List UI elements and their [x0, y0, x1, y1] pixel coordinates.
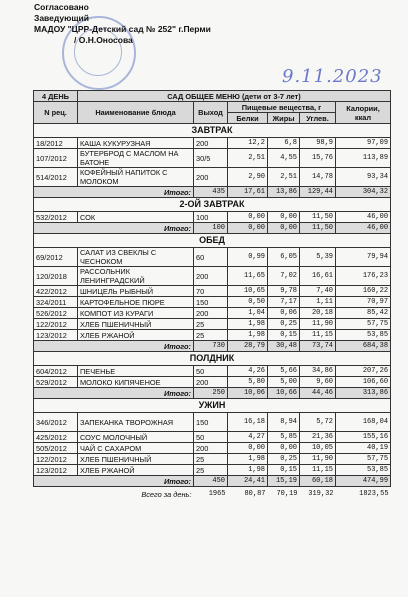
menu-row: [34, 149, 391, 168]
section-title: УЖИН: [34, 399, 391, 413]
total-carb: 11,50: [300, 223, 336, 234]
dish-carb: 11,90: [300, 454, 336, 465]
menu-body: [34, 124, 391, 502]
dish-fat: 5,66: [268, 366, 300, 377]
dish-carb: 11,15: [300, 465, 336, 476]
dish-name: САЛАТ ИЗ СВЕКЛЫ С ЧЕСНОКОМ: [78, 248, 194, 267]
col-nutrients: Пищевые вещества, г: [228, 102, 336, 113]
menu-row: [34, 248, 391, 267]
section-title: 2-ОЙ ЗАВТРАК: [34, 198, 391, 212]
total-protein: 28,79: [228, 341, 268, 352]
dish-carb: 7,40: [300, 286, 336, 297]
menu-row: [34, 465, 391, 476]
table-title: САД ОБЩЕЕ МЕНЮ (дети от 3-7 лет): [78, 91, 391, 102]
dish-kcal: 85,42: [336, 308, 391, 319]
recipe-number: 422/2012: [34, 286, 78, 297]
grand-total-protein: 80,87: [228, 487, 268, 502]
dish-kcal: 207,26: [336, 366, 391, 377]
recipe-number: 514/2012: [34, 168, 78, 187]
dish-carb: 5,39: [300, 248, 336, 267]
dish-output: 50: [194, 366, 228, 377]
recipe-number: 346/2012: [34, 413, 78, 432]
section-header-row: [34, 124, 391, 138]
dish-kcal: 93,34: [336, 168, 391, 187]
position-line: Заведующий: [34, 13, 90, 23]
dish-name: ХЛЕБ РЖАНОЙ: [78, 330, 194, 341]
dish-name: КАРТОФЕЛЬНОЕ ПЮРЕ: [78, 297, 194, 308]
dish-fat: 7,17: [268, 297, 300, 308]
dish-output: 150: [194, 297, 228, 308]
section-total-row: [34, 341, 391, 352]
menu-row: [34, 413, 391, 432]
recipe-number: 123/2012: [34, 330, 78, 341]
menu-row: [34, 330, 391, 341]
dish-output: 25: [194, 330, 228, 341]
section-title: ЗАВТРАК: [34, 124, 391, 138]
dish-kcal: 40,19: [336, 443, 391, 454]
recipe-number: 122/2012: [34, 319, 78, 330]
dish-kcal: 106,60: [336, 377, 391, 388]
dish-fat: 7,02: [268, 267, 300, 286]
dish-kcal: 53,85: [336, 330, 391, 341]
dish-output: 30/5: [194, 149, 228, 168]
col-name: Наименование блюда: [78, 102, 194, 124]
dish-name: ЧАЙ С САХАРОМ: [78, 443, 194, 454]
dish-kcal: 176,23: [336, 267, 391, 286]
dish-carb: 14,78: [300, 168, 336, 187]
dish-name: КОФЕЙНЫЙ НАПИТОК С МОЛОКОМ: [78, 168, 194, 187]
dish-name: КАША КУКУРУЗНАЯ: [78, 138, 194, 149]
dish-carb: 16,61: [300, 267, 336, 286]
dish-protein: 1,98: [228, 465, 268, 476]
total-label: Итого:: [34, 187, 194, 198]
dish-output: 50: [194, 432, 228, 443]
dish-name: БУТЕРБРОД С МАСЛОМ НА БАТОНЕ: [78, 149, 194, 168]
total-protein: 17,61: [228, 187, 268, 198]
dish-carb: 98,9: [300, 138, 336, 149]
section-header-row: [34, 399, 391, 413]
total-protein: 10,06: [228, 388, 268, 399]
section-total-row: [34, 388, 391, 399]
grand-total-label: Всего за день:: [34, 487, 194, 502]
menu-row: [34, 168, 391, 187]
menu-row: [34, 454, 391, 465]
menu-row: [34, 432, 391, 443]
dish-output: 100: [194, 212, 228, 223]
day-label: 4 ДЕНЬ: [34, 91, 78, 102]
dish-fat: 0,00: [268, 212, 300, 223]
total-carb: 60,18: [300, 476, 336, 487]
total-label: Итого:: [34, 476, 194, 487]
dish-carb: 1,11: [300, 297, 336, 308]
dish-kcal: 46,00: [336, 212, 391, 223]
dish-output: 200: [194, 168, 228, 187]
grand-total-kcal: 1823,55: [336, 487, 391, 502]
dish-output: 25: [194, 454, 228, 465]
handwritten-date: 9.11.2023: [282, 66, 383, 87]
dish-protein: 10,65: [228, 286, 268, 297]
dish-name: ХЛЕБ ПШЕНИЧНЫЙ: [78, 454, 194, 465]
menu-row: [34, 443, 391, 454]
grand-total-carb: 319,32: [300, 487, 336, 502]
menu-row: [34, 286, 391, 297]
approval-line: Согласовано: [34, 2, 89, 12]
menu-row: [34, 297, 391, 308]
dish-fat: 0,25: [268, 454, 300, 465]
dish-protein: 1,98: [228, 330, 268, 341]
total-protein: 24,41: [228, 476, 268, 487]
dish-kcal: 53,85: [336, 465, 391, 476]
section-header-row: [34, 198, 391, 212]
section-title: ОБЕД: [34, 234, 391, 248]
dish-output: 60: [194, 248, 228, 267]
menu-table: [33, 90, 391, 501]
dish-protein: 0,99: [228, 248, 268, 267]
dish-fat: 6,05: [268, 248, 300, 267]
recipe-number: 425/2012: [34, 432, 78, 443]
dish-name: ПЕЧЕНЬЕ: [78, 366, 194, 377]
total-label: Итого:: [34, 341, 194, 352]
col-fat: Жиры: [268, 113, 300, 124]
dish-carb: 20,18: [300, 308, 336, 319]
dish-carb: 15,76: [300, 149, 336, 168]
recipe-number: 18/2012: [34, 138, 78, 149]
total-fat: 10,66: [268, 388, 300, 399]
recipe-number: 120/2018: [34, 267, 78, 286]
menu-row: [34, 267, 391, 286]
dish-name: МОЛОКО КИПЯЧЕНОЕ: [78, 377, 194, 388]
total-protein: 0,00: [228, 223, 268, 234]
section-total-row: [34, 223, 391, 234]
dish-protein: 2,90: [228, 168, 268, 187]
total-kcal: 304,32: [336, 187, 391, 198]
dish-fat: 8,94: [268, 413, 300, 432]
menu-row: [34, 377, 391, 388]
dish-protein: 16,18: [228, 413, 268, 432]
total-kcal: 684,38: [336, 341, 391, 352]
dish-kcal: 155,16: [336, 432, 391, 443]
dish-kcal: 113,89: [336, 149, 391, 168]
dish-output: 200: [194, 267, 228, 286]
dish-protein: 11,65: [228, 267, 268, 286]
dish-name: РАССОЛЬНИК ЛЕНИНГРАДСКИЙ: [78, 267, 194, 286]
grand-total-output: 1965: [194, 487, 228, 502]
dish-output: 25: [194, 465, 228, 476]
dish-protein: 1,98: [228, 319, 268, 330]
dish-carb: 11,90: [300, 319, 336, 330]
dish-name: ХЛЕБ ПШЕНИЧНЫЙ: [78, 319, 194, 330]
menu-row: [34, 308, 391, 319]
signature-line: / О.Н.Оносова: [74, 35, 133, 45]
dish-fat: 6,8: [268, 138, 300, 149]
dish-kcal: 79,94: [336, 248, 391, 267]
section-header-row: [34, 234, 391, 248]
dish-protein: 4,27: [228, 432, 268, 443]
dish-protein: 0,50: [228, 297, 268, 308]
dish-kcal: 168,04: [336, 413, 391, 432]
section-total-row: [34, 476, 391, 487]
menu-row: [34, 366, 391, 377]
total-output: 450: [194, 476, 228, 487]
recipe-number: 107/2012: [34, 149, 78, 168]
dish-carb: 11,15: [300, 330, 336, 341]
dish-protein: 0,00: [228, 443, 268, 454]
dish-output: 200: [194, 138, 228, 149]
recipe-number: 123/2012: [34, 465, 78, 476]
dish-fat: 0,25: [268, 319, 300, 330]
dish-carb: 21,36: [300, 432, 336, 443]
recipe-number: 505/2012: [34, 443, 78, 454]
dish-name: СОУС МОЛОЧНЫЙ: [78, 432, 194, 443]
recipe-number: 604/2012: [34, 366, 78, 377]
dish-kcal: 97,09: [336, 138, 391, 149]
grand-total-fat: 70,19: [268, 487, 300, 502]
total-label: Итого:: [34, 223, 194, 234]
dish-fat: 0,15: [268, 465, 300, 476]
dish-output: 70: [194, 286, 228, 297]
dish-carb: 10,05: [300, 443, 336, 454]
total-fat: 15,19: [268, 476, 300, 487]
dish-fat: 2,51: [268, 168, 300, 187]
dish-output: 25: [194, 319, 228, 330]
col-kcal: Калории, ккал: [336, 102, 391, 124]
dish-carb: 11,50: [300, 212, 336, 223]
dish-fat: 4,55: [268, 149, 300, 168]
total-carb: 44,46: [300, 388, 336, 399]
total-label: Итого:: [34, 388, 194, 399]
menu-row: [34, 138, 391, 149]
total-fat: 30,48: [268, 341, 300, 352]
grand-total-row: [34, 487, 391, 502]
recipe-number: 69/2012: [34, 248, 78, 267]
dish-output: 200: [194, 308, 228, 319]
dish-name: КОМПОТ ИЗ КУРАГИ: [78, 308, 194, 319]
section-header-row: [34, 352, 391, 366]
total-fat: 0,00: [268, 223, 300, 234]
total-output: 730: [194, 341, 228, 352]
dish-fat: 5,85: [268, 432, 300, 443]
dish-output: 150: [194, 413, 228, 432]
dish-name: ХЛЕБ РЖАНОЙ: [78, 465, 194, 476]
dish-protein: 0,00: [228, 212, 268, 223]
recipe-number: 122/2012: [34, 454, 78, 465]
dish-output: 200: [194, 377, 228, 388]
dish-carb: 5,72: [300, 413, 336, 432]
total-output: 435: [194, 187, 228, 198]
menu-row: [34, 319, 391, 330]
dish-carb: 34,86: [300, 366, 336, 377]
dish-name: СОК: [78, 212, 194, 223]
col-output: Выход: [194, 102, 228, 124]
dish-fat: 0,15: [268, 330, 300, 341]
menu-row: [34, 212, 391, 223]
section-title: ПОЛДНИК: [34, 352, 391, 366]
dish-kcal: 57,75: [336, 319, 391, 330]
section-total-row: [34, 187, 391, 198]
total-carb: 73,74: [300, 341, 336, 352]
dish-name: ЗАПЕКАНКА ТВОРОЖНАЯ: [78, 413, 194, 432]
dish-name: ШНИЦЕЛЬ РЫБНЫЙ: [78, 286, 194, 297]
approval-header: [34, 2, 211, 46]
total-carb: 129,44: [300, 187, 336, 198]
dish-protein: 2,51: [228, 149, 268, 168]
dish-protein: 4,26: [228, 366, 268, 377]
dish-fat: 0,06: [268, 308, 300, 319]
total-kcal: 474,99: [336, 476, 391, 487]
recipe-number: 526/2012: [34, 308, 78, 319]
total-fat: 13,86: [268, 187, 300, 198]
organization-line: МАДОУ "ЦРР-Детский сад № 252" г.Перми: [34, 24, 211, 34]
total-kcal: 313,86: [336, 388, 391, 399]
col-protein: Белки: [228, 113, 268, 124]
recipe-number: 324/2011: [34, 297, 78, 308]
dish-fat: 9,78: [268, 286, 300, 297]
dish-protein: 12,2: [228, 138, 268, 149]
total-kcal: 46,00: [336, 223, 391, 234]
recipe-number: 529/2012: [34, 377, 78, 388]
dish-fat: 5,00: [268, 377, 300, 388]
total-output: 250: [194, 388, 228, 399]
total-output: 100: [194, 223, 228, 234]
col-carb: Углев.: [300, 113, 336, 124]
dish-protein: 1,04: [228, 308, 268, 319]
dish-protein: 1,98: [228, 454, 268, 465]
dish-output: 200: [194, 443, 228, 454]
dish-kcal: 70,97: [336, 297, 391, 308]
dish-carb: 9,60: [300, 377, 336, 388]
dish-kcal: 160,22: [336, 286, 391, 297]
col-recipe: N рец.: [34, 102, 78, 124]
dish-protein: 5,80: [228, 377, 268, 388]
recipe-number: 532/2012: [34, 212, 78, 223]
dish-kcal: 57,75: [336, 454, 391, 465]
dish-fat: 0,00: [268, 443, 300, 454]
